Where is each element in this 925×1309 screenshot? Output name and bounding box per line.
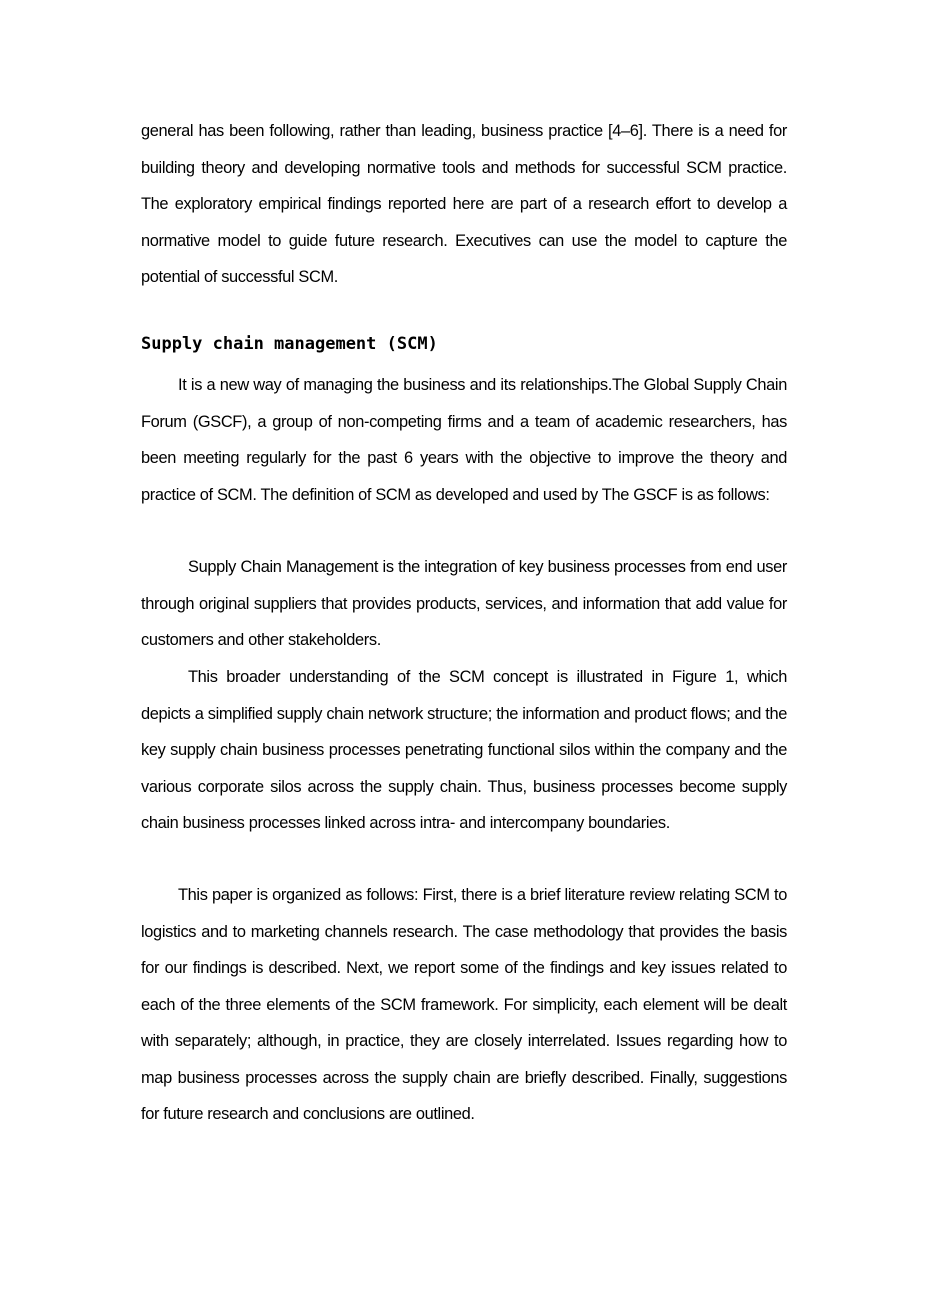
intro-paragraph: general has been following, rather than leading, business practice [4–6]. There is a need for building theory and developing normative tools and methods for successful SCM practice. The exploratory empirical findings reported here are part of a research effort to develop a normative model to guide future research. Executives can use the model to capture the potential of successful SCM. xyxy=(141,122,787,286)
figure-reference-paragraph: This broader understanding of the SCM concept is illustrated in Figure 1, which depicts a simplified supply chain network structure; the information and product flows; and the key supply chain business processes penetrating functional silos within the company and the various corporate silos across the supply chain. Thus, business processes become supply chain business processes linked across intra- and intercompany boundaries. xyxy=(141,668,787,832)
paper-organization-paragraph: This paper is organized as follows: First, there is a brief literature review relating SCM to logistics and to marketing channels research. The case methodology that provides the basis for our findings is described. Next, we report some of the findings and key issues related to each of the three elements of the SCM framework. For simplicity, each element will be dealt with separately; although, in practice, they are closely interrelated. Issues regarding how to map business processes across the supply chain are briefly described. Finally, suggestions for future research and conclusions are outlined. xyxy=(141,886,787,1123)
gscf-paragraph: It is a new way of managing the business and its relationships.The Global Supply Chain Forum (GSCF), a group of non-competing firms and a team of academic researchers, has been meeting regularly for the past 6 years with the objective to improve the theory and practice of SCM. The definition of SCM as developed and used by The GSCF is as follows: xyxy=(141,376,787,504)
section-heading: Supply chain management (SCM) xyxy=(141,334,438,354)
scm-definition-paragraph: Supply Chain Management is the integration of key business processes from end user through original suppliers that provides products, services, and information that add value for customers and other stakeholders. xyxy=(141,558,787,649)
